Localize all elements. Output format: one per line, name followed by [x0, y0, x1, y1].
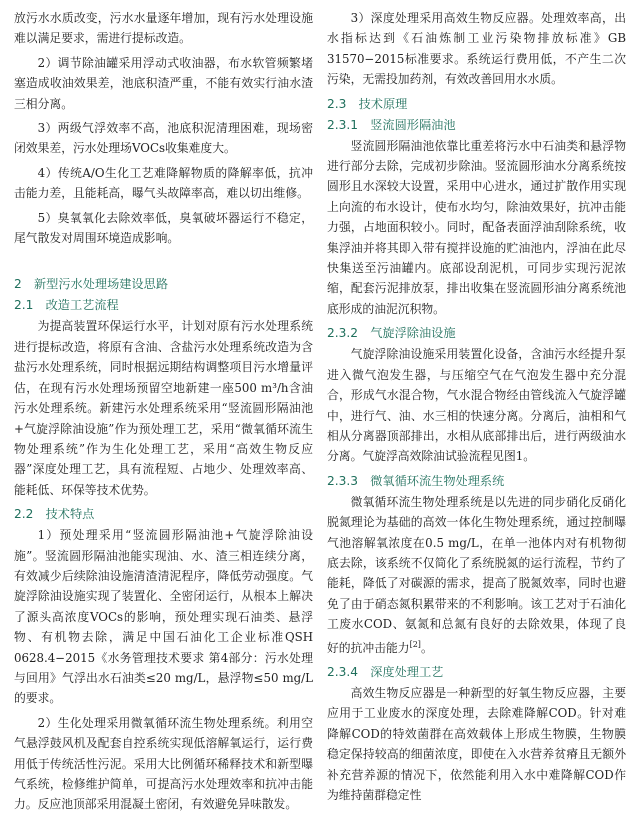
paragraph: 气旋浮除油设施采用装置化设备，含油污水经提升泵进入微气泡发生器，与压缩空气在气泡发生器中充分混合，形成气水混合物，气水混合物经由管线流入气旋浮罐中，进行气、油、水三相的快速分离。分离后，油相和气相从分离器顶部排出，水相从底部排出后，进行两级油水分离。气旋浮高效除油试验流程见图1。	[327, 347, 626, 464]
paragraph: 3）深度处理采用高效生物反应器。处理效率高，出水指标达到《石油炼制工业污染物排放标准》GB 31570−2015标准要求。系统运行费用低，不产生二次污染，无需投加药剂，有效改善回用水水质。	[327, 11, 626, 87]
paragraph: 高效生物反应器是一种新型的好氧生物反应器，主要应用于工业废水的深度处理，去除难降解COD。针对难降解COD的特效菌群在高效载体上形成生物膜，生物膜稳定保持较高的细菌浓度，即使在入水营养贫瘠且无额外补充营养源的情况下，依然能利用入水中难降解COD作为维持菌群稳定性	[327, 685, 626, 802]
paragraph: 为提高装置环保运行水平，计划对原有污水处理系统进行提标改造，将原有含油、含盐污水处理系统改造为含盐污水处理系统，同时根据远期结构调整项目污水增量评估，在现有污水处理场预留空地新建一座500 m³/h含油污水处理系统。新建污水处理系统采用“竖流圆形隔油池+气旋浮除油设施”作为预处理工艺，采用“微氧循环流生物处理系统”作为生化处理工艺，采用“高效生物反应器”深度处理工艺，具有流程短、占地少、处理效率高、能耗低、环保等技术优势。	[14, 319, 313, 497]
paragraph: 2）调节除油罐采用浮动式收油器，布水软管频繁堵塞造成收油效果差，池底积渣严重，不能有效实行油水渣三相分离。	[14, 55, 313, 111]
section-heading: 2.3 技术原理	[327, 96, 408, 111]
subsection-heading: 2.3.3 微氧循环流生物处理系统	[327, 473, 505, 488]
paragraph: 2）生化处理采用微氧循环流生物处理系统。利用空气悬浮鼓风机及配套自控系统实现低溶解氧运行，运行费用低于传统活性污泥。采用大比例循环稀释技术和新型曝气系统，检修维护简单，可提高污水处理效率和抗冲击能力。反应池顶部采用混凝土密闭，有效避免异味散发。	[14, 715, 313, 812]
paragraph: 1）预处理采用“竖流圆形隔油池+气旋浮除油设施”。竖流圆形隔油池能实现油、水、渣三相连续分离，有效减少后续除油设施清渣清泥程序，降低劳动强度。气旋浮除油设施实现了装置化、全密闭运行，从根本上解决了源头高浓度VOCs的影响，预处理实现石油类、悬浮物、有机物去除，满足中国石油化工企业标准QSH 0628.4−2015《水务管理技术要求 第4部分：污水处理与回用》气浮出水石油类≤20 mg/L，悬浮物≤50 mg/L的要求。	[14, 528, 313, 706]
section-heading: 2 新型污水处理场建设思路	[14, 277, 169, 292]
paragraph-text: 微氧循环流生物处理系统是以先进的同步硝化反硝化脱氮理论为基础的高效一体化生物处理系统，通过控制曝气池溶解氧浓度在0.5 mg/L，在单一池体内对有机物彻底去除，该系统不仅简化了系统脱氮的运行流程，节约了能耗，降低了对碳源的需求，提高了脱氮效率，同时也避免了由于硝态氮积累带来的不利影响。该工艺对于石油化工废水COD、氨氮和总氮有良好的去除效果，体现了良好的抗冲击能力	[327, 494, 626, 655]
subsection-heading: 2.3.2 气旋浮除油设施	[327, 326, 456, 341]
subsection-heading: 2.3.4 深度处理工艺	[327, 664, 444, 679]
subsection-heading: 2.3.1 竖流圆形隔油池	[327, 117, 456, 132]
subsection-heading: 2.2 技术特点	[14, 507, 95, 522]
paragraph	[327, 492, 626, 658]
subsection-heading: 2.1 改造工艺流程	[14, 298, 119, 313]
paragraph: 3）两级气浮效率不高，池底积泥清理困难，现场密闭效果差，污水处理场VOCs收集难度大。	[14, 121, 313, 156]
paragraph: 4）传统A/O生化工艺难降解物质的降解率低，抗冲击能力差，且能耗高，曝气头故障率高，难以切出维修。	[14, 165, 313, 201]
paragraph: 竖流圆形隔油池依靠比重差将污水中石油类和悬浮物进行部分去除，完成初步除油。竖流圆形油水分离系统按圆形且水深较大设置，采用中心进水，通过扩散作用实现上向流的布水设计，使布水均匀，除油效果好，抗冲击能力强，占地面积较小。同时，配备表面浮油刮除系统，收集浮油并将其即入带有搅拌设施的贮油池内，浮油在此尽快集送至污油罐内。底部设刮泥机，可同步实现污泥浓缩，配套污泥排放泵，排出收集在竖流圆形油分离系统池底形成的油泥沉积物。	[327, 138, 626, 316]
citation-ref[interactable]: [2]	[409, 639, 421, 649]
right-column	[327, 8, 626, 802]
paragraph-text: 。	[420, 640, 433, 655]
paragraph: 放污水水质改变，污水水量逐年增加，现有污水处理设施难以满足要求，需进行提标改造。	[14, 11, 313, 46]
paragraph: 5）臭氧氧化去除效率低，臭氧破坏器运行不稳定，尾气散发对周围环境造成影响。	[14, 210, 313, 246]
left-column	[14, 8, 313, 812]
